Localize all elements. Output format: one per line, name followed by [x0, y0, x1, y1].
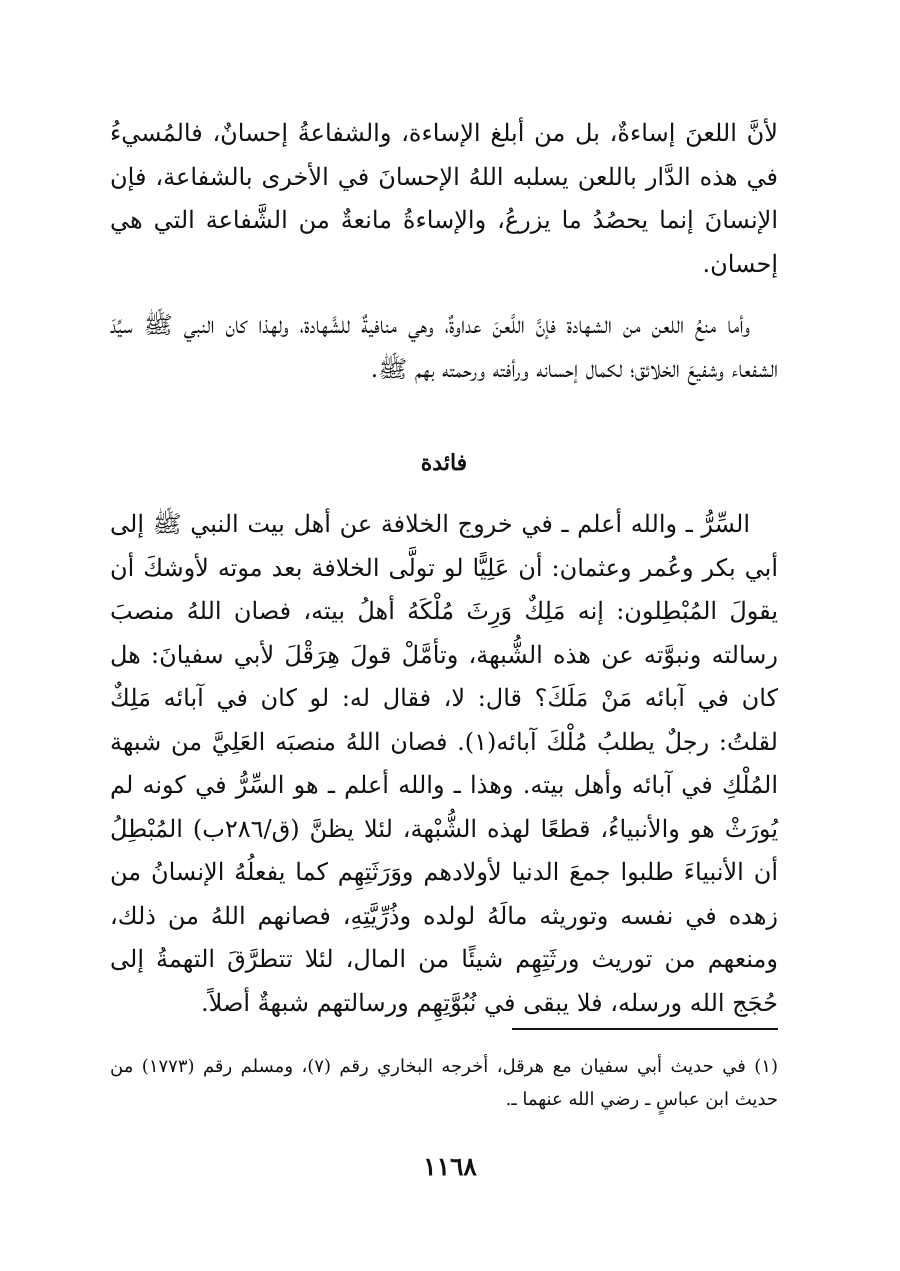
- paragraph-1: لأنَّ اللعنَ إساءةٌ، بل من أبلغ الإساءة، والشفاعةُ إحسانٌ، فالمُسيءُ في هذه الدَّار باللعن يسلبه اللهُ الإحسانَ في الأخرى بالشفاعة، فإن الإنسانَ إنما يحصُدُ ما يزرعُ، والإساءةُ مانعةٌ من الشَّفاعة التي هي إحسان.: [110, 119, 778, 278]
- section-heading: فائدة: [420, 450, 468, 476]
- paragraph-2: وأما منعُ اللعن من الشهادة فإنَّ اللَّعنَ عداوةٌ، وهي منافيةٌ للشَّهادة، ولهذا كان النبي ﷺ سيِّدَ الشفعاء وشفيعَ الخلائق؛ لكمال إحسانه ورأفته ورحمته بهم ﷺ.: [110, 311, 778, 383]
- paragraph-3: السِّرُّ ـ والله أعلم ـ في خروج الخلافة عن أهل بيت النبي ﷺ إلى أبي بكر وعُمر وعثمان: أن عَلِيًّا لو تولَّى الخلافة بعد موته لأوشكَ أن يقولَ المُبْطِلون: إنه مَلِكٌ وَرِثَ مُلْكَهُ أهلُ بيته، فصان اللهُ منصبَ رسالته ونبوَّته عن هذه الشُّبهة، وتأمَّلْ قولَ هِرَقْلَ لأبي سفيانَ: هل كان في آبائه مَنْ مَلَكَ؟ قال: لا، فقال له: لو كان في آبائه مَلِكٌ لقلتُ: رجلٌ يطلبُ مُلْكَ آبائه(١). فصان اللهُ منصبَه العَلِيَّ من شبهة المُلْكِ في آبائه وأهل بيته. وهذا ـ والله أعلم ـ هو السِّرُّ في كونه لم يُورَثْ هو والأنبياءُ، قطعًا لهذه الشُّبْهة، لئلا يظنَّ (ق/٢٨٦ب) المُبْطِلُ أن الأنبياءَ طلبوا جمعَ الدنيا لأولادهم ووَرَثَتِهِم كما يفعلُهُ الإنسانُ من زهده في نفسه وتوريثه مالَهُ لولده وذُرِّيَّتِهِ، فصانهم اللهُ من ذلك، ومنعهم من توريث ورثَتِهِم شيئًا من المال، لئلا تتطرَّقَ التهمةُ إلى حُجَج الله ورسله، فلا يبقى في نُبُوَّتِهِم ورسالتهم شبهةٌ أصلاً.: [110, 510, 779, 1017]
- footnote-divider: [512, 1028, 778, 1030]
- page-number: ١١٦٨: [423, 1152, 477, 1181]
- footnote: (١) في حديث أبي سفيان مع هرقل، أخرجه البخاري رقم (٧)، ومسلم رقم (١٧٧٣) من حديث ابن عباسٍ ـ رضي الله عنهما ـ.: [110, 1056, 778, 1110]
